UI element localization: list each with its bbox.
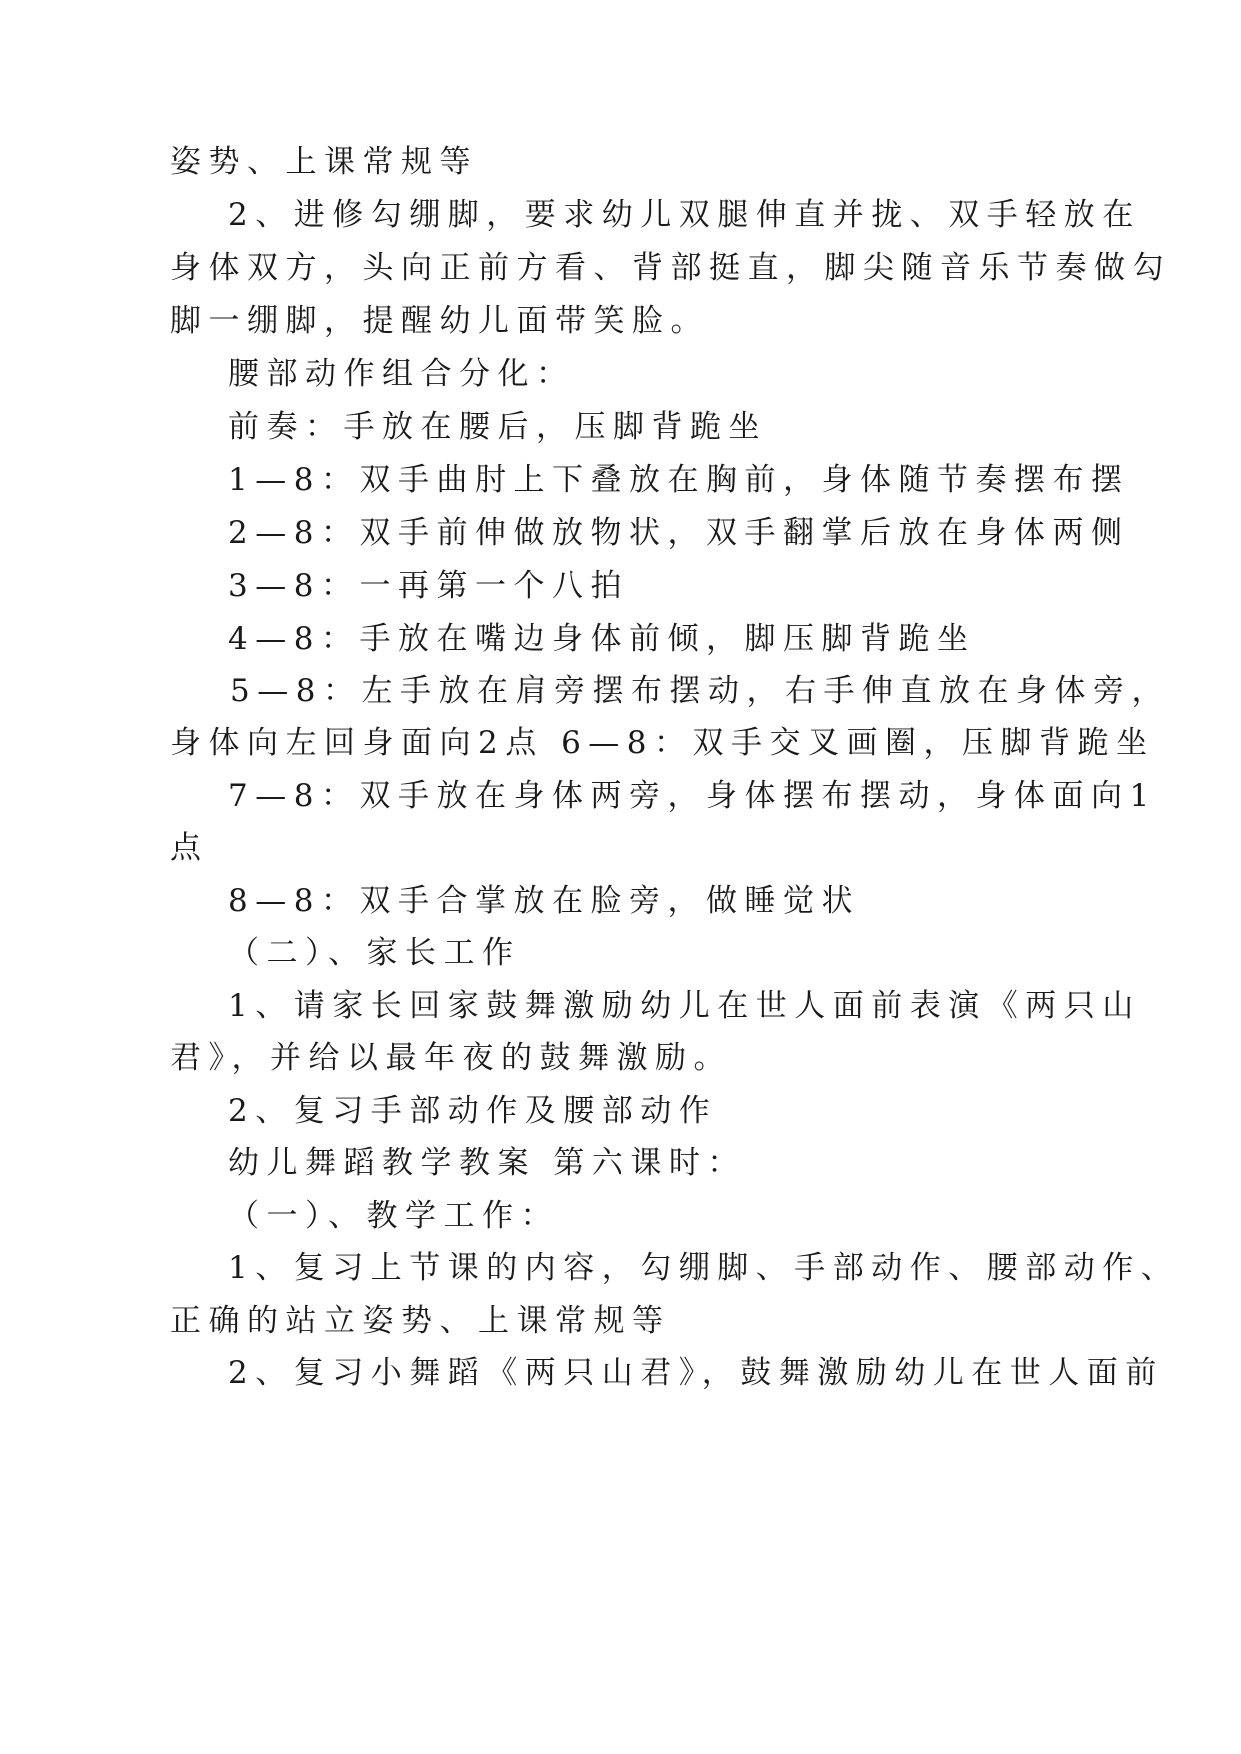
text-line: 8—8：双手合掌放在脸旁，做睡觉状: [228, 883, 860, 919]
text-line: 7—8：双手放在身体两旁，身体摆布摆动，身体面向1: [228, 778, 1157, 814]
text-line: 点: [170, 830, 209, 866]
text-line: 身体双方，头向正前方看、背部挺直，脚尖随音乐节奏做勾: [170, 250, 1171, 286]
text-line: 身体向左回身面向2点 6—8：双手交叉画圈，压脚背跪坐: [170, 725, 1155, 761]
text-line: 脚一绷脚，提醒幼儿面带笑脸。: [170, 303, 709, 339]
text-line: 5—8：左手放在肩旁摆布摆动，右手伸直放在身体旁，: [230, 673, 1170, 709]
text-line: （二）、家长工作: [228, 935, 521, 971]
text-line: （一）、教学工作：: [228, 1198, 559, 1234]
text-line: 前奏：手放在腰后，压脚背跪坐: [228, 409, 767, 445]
text-line: 幼儿舞蹈教学教案 第六课时：: [228, 1145, 746, 1181]
text-line: 1、复习上节课的内容，勾绷脚、手部动作、腰部动作、: [228, 1250, 1180, 1286]
text-line: 2—8：双手前伸做放物状，双手翻掌后放在身体两侧: [228, 515, 1130, 551]
text-line: 1、请家长回家鼓舞激励幼儿在世人面前表演《两只山: [228, 988, 1141, 1024]
text-line: 2、复习小舞蹈《两只山君》，鼓舞激励幼儿在世人面前: [228, 1355, 1164, 1391]
text-line: 4—8：手放在嘴边身体前倾，脚压脚背跪坐: [228, 621, 976, 657]
text-line: 正确的站立姿势、上课常规等: [170, 1303, 671, 1339]
text-line: 2、进修勾绷脚，要求幼儿双腿伸直并拢、双手轻放在: [228, 197, 1141, 233]
text-line: 3—8：一再第一个八拍: [228, 568, 629, 604]
text-line: 2、复习手部动作及腰部动作: [228, 1093, 718, 1129]
text-line: 腰部动作组合分化：: [228, 356, 575, 392]
text-line: 姿势、上课常规等: [170, 144, 478, 180]
text-line: 1—8：双手曲肘上下叠放在胸前，身体随节奏摆布摆: [228, 462, 1130, 498]
text-line: 君》，并给以最年夜的鼓舞激励。: [170, 1040, 732, 1076]
